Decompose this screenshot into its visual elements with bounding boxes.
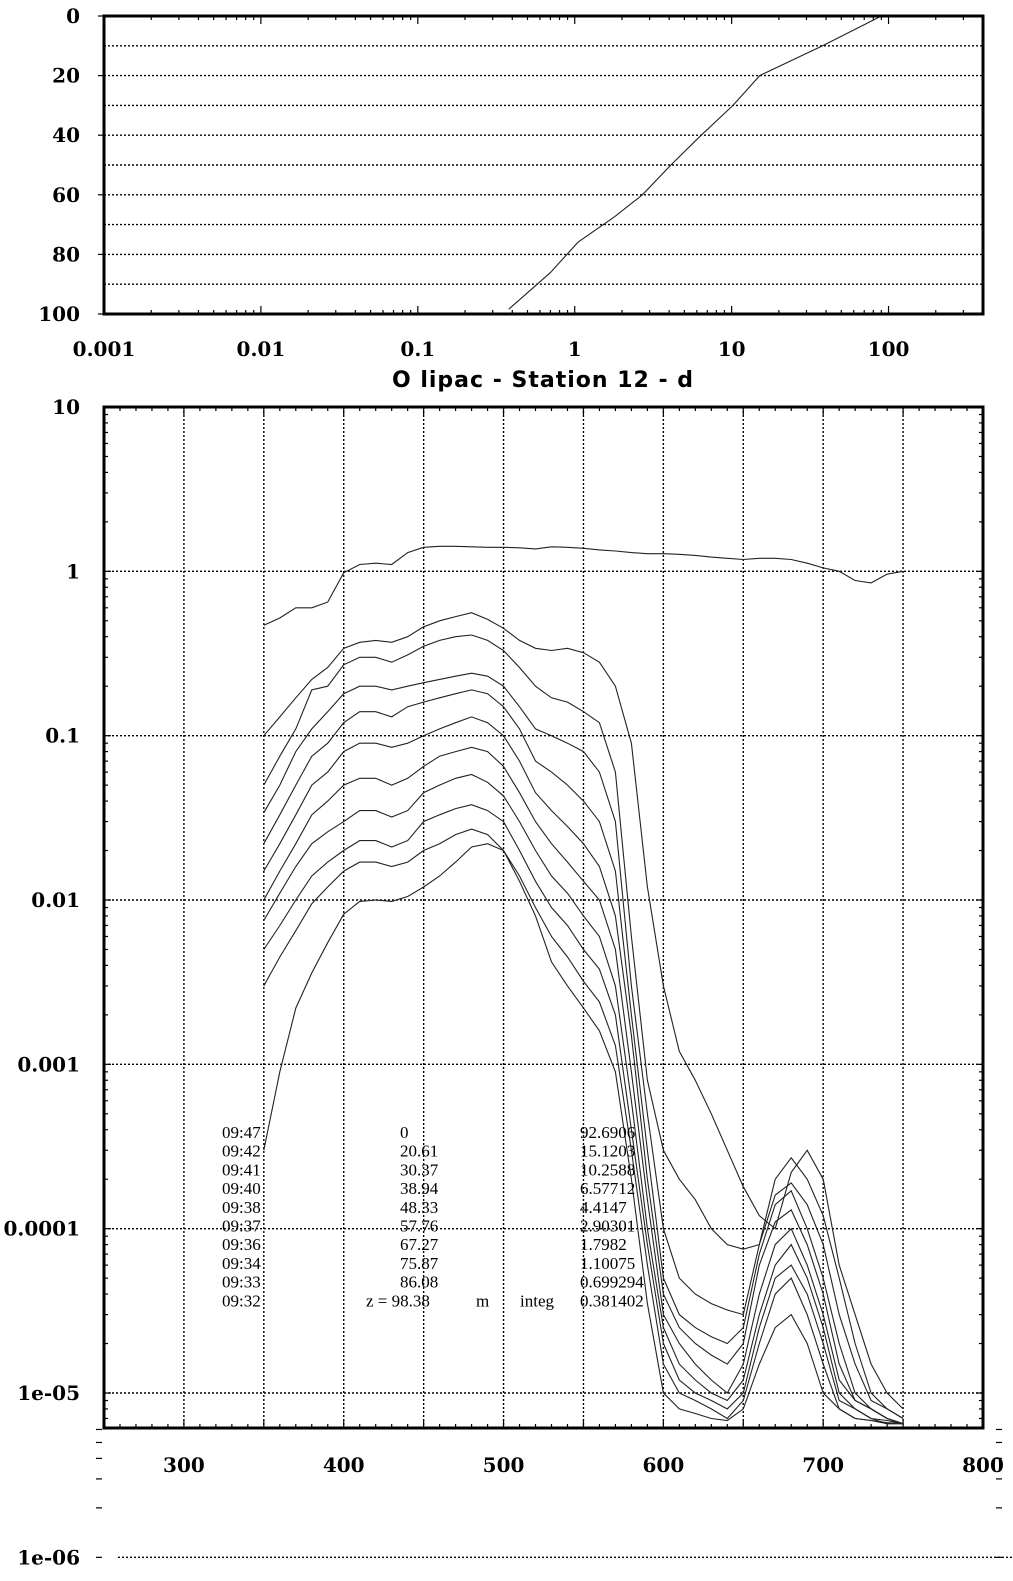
legend-integ-value: 0.381402 <box>580 1291 644 1311</box>
spectra-chart-title: O lipac - Station 12 - d <box>391 368 695 393</box>
legend-depth: 57.76 <box>400 1216 439 1236</box>
legend-time: 09:32 <box>222 1291 261 1311</box>
depth-y-tick-label: 40 <box>52 123 80 148</box>
legend-integ-value: 6.57712 <box>580 1179 636 1199</box>
legend-depth: 30.37 <box>400 1160 439 1180</box>
legend-integ-value: 92.6906 <box>580 1123 636 1142</box>
legend-time: 09:36 <box>222 1235 261 1255</box>
legend-integ-value: 2.90301 <box>580 1216 636 1236</box>
spectra-y-tick-label: 0.1 <box>45 723 80 748</box>
depth-x-tick-label: 0.1 <box>400 337 436 361</box>
spectrum-line-0 <box>264 546 903 625</box>
legend-time: 09:38 <box>222 1197 261 1217</box>
legend-depth: 48.33 <box>400 1197 439 1217</box>
legend-integ-value: 4.4147 <box>580 1197 627 1217</box>
depth-x-tick-label: 10 <box>717 337 746 361</box>
legend-time: 09:37 <box>222 1216 261 1236</box>
spectrum-line-8 <box>264 805 903 1424</box>
depth-x-tick-label: 1 <box>567 337 582 361</box>
spectra-legend <box>222 1123 644 1310</box>
depth-profile-tick-labels <box>38 4 909 361</box>
legend-time: 09:42 <box>222 1141 261 1161</box>
legend-time: 09:34 <box>222 1253 261 1273</box>
spectra-y-tick-label: 1e-06 <box>17 1545 80 1570</box>
spectra-y-tick-label: 1e-05 <box>17 1381 80 1405</box>
legend-depth: 67.27 <box>400 1235 439 1255</box>
legend-integ-value: 15.1203 <box>580 1141 636 1161</box>
legend-integ-value: 10.2588 <box>580 1160 636 1180</box>
depth-profile-chart <box>38 4 983 361</box>
depth-y-tick-label: 60 <box>52 182 80 207</box>
depth-profile-frame <box>104 16 983 314</box>
legend-integ-value: 1.7982 <box>580 1235 627 1255</box>
depth-profile-gridlines <box>104 46 983 284</box>
depth-y-tick-label: 80 <box>52 242 80 267</box>
spectrum-line-5 <box>264 717 903 1424</box>
legend-depth: 38.94 <box>400 1179 439 1199</box>
legend-time: 09:40 <box>222 1179 261 1199</box>
depth-x-tick-label: 0.01 <box>236 337 286 361</box>
legend-time: 09:41 <box>222 1160 261 1180</box>
depth-x-tick-label: 0.001 <box>72 337 136 361</box>
legend-depth: z = 98.38 <box>366 1291 430 1311</box>
depth-y-tick-label: 20 <box>52 63 80 88</box>
spectra-y-tick-label: 0.001 <box>17 1052 80 1077</box>
spectra-y-tick-label: 1 <box>66 559 80 584</box>
spectra-y-tick-label: 0.01 <box>31 888 80 912</box>
spectra-x-tick-label: 700 <box>802 1453 845 1477</box>
legend-time: 09:47 <box>222 1123 261 1142</box>
spectra-x-tick-label: 300 <box>163 1453 205 1477</box>
legend-time: 09:33 <box>222 1272 261 1292</box>
spectra-y-tick-label: 0.0001 <box>3 1216 80 1241</box>
legend-integ-value: 0.699294 <box>580 1272 644 1292</box>
depth-y-tick-label: 100 <box>38 302 80 326</box>
depth-profile-line-0 <box>509 16 882 309</box>
legend-unit-label: m <box>476 1291 490 1311</box>
spectra-tick-marks <box>96 407 1002 1557</box>
legend-depth: 75.87 <box>400 1253 439 1273</box>
depth-profile-series <box>509 16 882 309</box>
spectra-x-tick-label: 600 <box>642 1453 685 1477</box>
depth-x-tick-label: 100 <box>867 337 910 361</box>
depth-y-tick-label: 0 <box>66 4 80 28</box>
legend-depth: 20.61 <box>400 1141 439 1161</box>
legend-integ-value: 1.10075 <box>580 1253 636 1273</box>
legend-integ-label: integ <box>520 1291 554 1311</box>
spectra-x-tick-label: 500 <box>482 1453 525 1477</box>
legend-depth: 0 <box>400 1123 409 1142</box>
spectra-x-tick-label: 800 <box>962 1453 1004 1477</box>
spectra-chart <box>3 395 1013 1569</box>
spectra-y-tick-label: 10 <box>52 395 80 419</box>
legend-depth: 86.08 <box>400 1272 439 1292</box>
spectra-x-tick-label: 400 <box>322 1453 365 1477</box>
